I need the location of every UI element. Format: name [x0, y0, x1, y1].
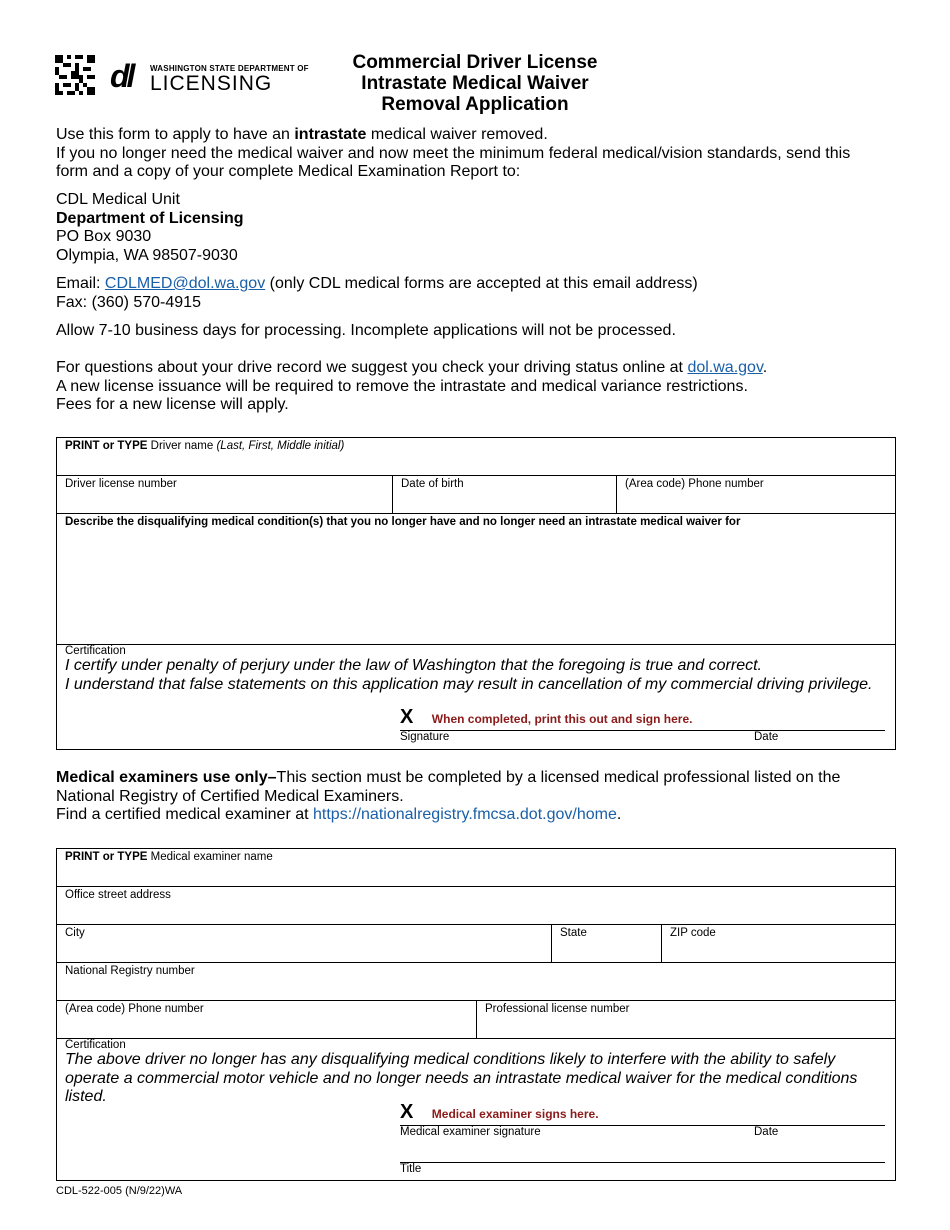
- state-field[interactable]: State: [551, 925, 661, 962]
- date-of-birth-field[interactable]: Date of birth: [392, 476, 616, 513]
- dol-logo-mark: dl: [110, 58, 133, 94]
- driver-certification: Certification I certify under penalty of perjury under the law of Washington that the foregoing is true and correct. I understand that false statements on this application may result in cancellation of my commercial driving privilege.: [65, 645, 873, 693]
- registry-link[interactable]: https://nationalregistry.fmcsa.dot.gov/home: [313, 806, 617, 823]
- examiner-form: [56, 848, 896, 1181]
- condition-description-field[interactable]: Describe the disqualifying medical condition(s) that you no longer have and no longer need an intrastate medical waiver for: [65, 516, 741, 528]
- title-line-1: Commercial Driver License: [352, 52, 598, 73]
- professional-license-field[interactable]: Professional license number: [476, 1001, 895, 1038]
- signature-label: Signature: [400, 731, 450, 743]
- zip-field[interactable]: ZIP code: [661, 925, 895, 962]
- mailing-address: CDL Medical Unit Department of Licensing PO Box 9030 Olympia, WA 98507-9030: [56, 191, 244, 264]
- dol-link[interactable]: dol.wa.gov: [687, 359, 763, 376]
- driver-name-field[interactable]: PRINT or TYPE Driver name (Last, First, Middle initial): [65, 440, 345, 452]
- title-label: Title: [400, 1163, 422, 1175]
- intro-text: Use this form to apply to have an intrastate medical waiver removed. If you no longer need the medical waiver and now meet the minimum federal medical/vision standards, send this form and a copy of your complete Medical Examination Report to:: [56, 126, 851, 180]
- date-label: Date: [754, 731, 779, 743]
- examiner-signature-area[interactable]: [400, 1101, 885, 1175]
- driver-form: [56, 437, 896, 750]
- title-line-2: Intrastate Medical Waiver: [361, 73, 589, 94]
- examiner-name-field[interactable]: PRINT or TYPE Medical examiner name: [65, 851, 273, 863]
- registry-number-field[interactable]: National Registry number: [65, 965, 195, 977]
- examiner-intro: Medical examiners use only–This section must be completed by a licensed medical professional listed on the National Registry of Certified Medical Examiners. Find a certified medical examiner at https://nationalregistry.fmcsa.dot.gov/home.: [56, 769, 841, 823]
- logo-big-text: LICENSING: [150, 72, 273, 95]
- contact-info: Email: CDLMED@dol.wa.gov (only CDL medical forms are accepted at this email address) Fax: (360) 570-4915: [56, 275, 698, 311]
- examiner-signature-label: Medical examiner signature: [400, 1126, 541, 1138]
- qr-code-icon: [55, 55, 95, 95]
- examiner-x-mark: X: [400, 1101, 414, 1123]
- driver-sign-note: When completed, print this out and sign here.: [431, 712, 693, 726]
- examiner-date-label: Date: [754, 1126, 779, 1138]
- driver-phone-field[interactable]: (Area code) Phone number: [616, 476, 895, 513]
- page-title: [290, 52, 660, 115]
- city-field[interactable]: City: [65, 927, 85, 939]
- email-link[interactable]: CDLMED@dol.wa.gov: [104, 275, 266, 292]
- office-address-field[interactable]: Office street address: [65, 889, 171, 901]
- form-number: CDL-522-005 (N/9/22)WA: [56, 1185, 183, 1197]
- signature-x-mark: X: [400, 706, 414, 728]
- logo-small-text: WASHINGTON STATE DEPARTMENT OF: [150, 64, 309, 73]
- examiner-phone-field[interactable]: (Area code) Phone number: [65, 1003, 204, 1015]
- title-line-3: Removal Application: [381, 94, 569, 115]
- dol-logo-text: [150, 64, 309, 95]
- driver-signature-area[interactable]: [400, 706, 885, 745]
- questions-text: For questions about your drive record we suggest you check your driving status online at dol.wa.gov. A new license issuance will be required to remove the intrastate and medical variance restrictions. Fees for a new license will apply.: [56, 359, 768, 413]
- examiner-sign-note: Medical examiner signs here.: [431, 1107, 599, 1121]
- examiner-certification: Certification The above driver no longer has any disqualifying medical conditions likely to interfere with the ability to safely operate a commercial motor vehicle and no longer needs an intrastate medical waiver for the medical conditions listed.: [65, 1039, 858, 1105]
- driver-license-number-field[interactable]: Driver license number: [65, 478, 177, 490]
- processing-note: Allow 7-10 business days for processing. Incomplete applications will not be processed.: [56, 322, 676, 339]
